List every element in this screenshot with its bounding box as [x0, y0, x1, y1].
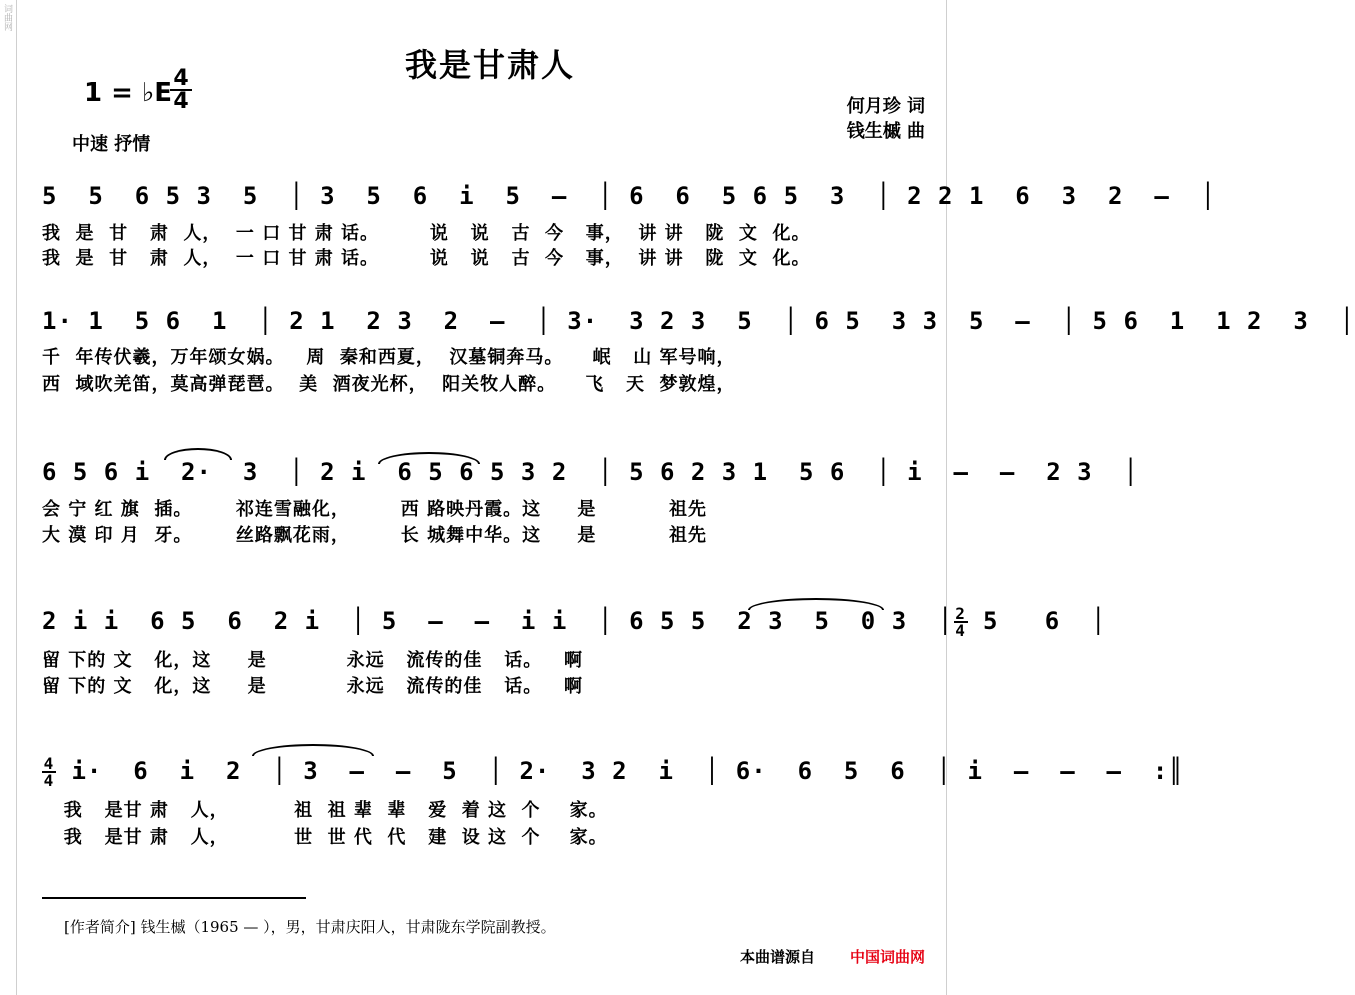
inline-time-bottom: 4	[43, 771, 55, 790]
inline-time-bottom: 4	[955, 621, 966, 640]
time-signature-top: 4	[173, 66, 189, 91]
source-label: 本曲谱源自	[740, 948, 816, 966]
inline-time-top: 4	[43, 754, 55, 773]
edge-divider-right	[946, 0, 947, 995]
notation-line-5-main: i· 6 i 2 │ 3 – – 5 │ 2· 3 2 i │ 6· 6 5 6 │ i – – – :║	[56, 757, 1184, 785]
notation-line-4	[42, 601, 1107, 641]
notation-line-2: 1· 1 5 6 1 │ 2 1 2 3 2 – │ 3· 3 2 3 5 │ 6 5 3 3 5 – │ 5 6 1 1 2 3 │	[42, 307, 1355, 335]
footnote-rule	[42, 897, 306, 899]
watermark-edge-right	[956, 0, 972, 995]
notation-line-1: 5 5 6 5 3 5 │ 3 5 6 i 5 – │ 6 6 5 6 5 3 │ 2 2 1 6 3 2 – │	[42, 182, 1217, 210]
lyric-line-3-verse-2: 大 漠 印 月 牙。 丝路飘花雨， 长 城舞中华。这 是 祖先	[42, 525, 708, 546]
song-title: 我是甘肃人	[404, 46, 575, 84]
lyric-line-1-verse-2: 我 是 甘 肃 人， 一 口 甘 肃 话。 说 说 古 今 事， 讲 讲 陇 文 化。	[42, 248, 811, 269]
lyric-line-3-verse-1: 会 宁 红 旗 插。 祁连雪融化， 西 路映丹霞。这 是 祖先	[42, 499, 708, 520]
lyric-line-4-verse-1: 留 下的 文 化，这 是 永远 流传的佳 话。 啊	[42, 650, 583, 671]
time-signature-bottom: 4	[173, 89, 189, 114]
lyric-line-1-verse-1: 我 是 甘 肃 人， 一 口 甘 肃 话。 说 说 古 今 事， 讲 讲 陇 文 化。	[42, 223, 811, 244]
composer-credit: 钱生槭 曲	[846, 121, 925, 142]
lyric-line-5-verse-1: 我 是甘 肃 人， 祖 祖 辈 辈 爱 着 这 个 家。	[42, 800, 608, 821]
lyric-line-2-verse-2: 西 域吹羌笛，莫高弹琵琶。 美 酒夜光杯， 阳关牧人醉。 飞 天 梦敦煌，	[42, 374, 736, 395]
lyricist-credit: 何月珍 词	[846, 96, 925, 117]
inline-time-top: 2	[955, 604, 966, 623]
watermark-text: 词曲网	[2, 4, 12, 31]
brand-link[interactable]: 中国词曲网	[850, 948, 926, 966]
notation-line-4-main: 2 i i 6 5 6 2 i │ 5 – – i i │ 6 5 5 2 3 5 0 3 │	[42, 607, 954, 635]
notation-line-3: 6 5 6 i 2· 3 │ 2 i 6 5 6 5 3 2 │ 5 6 2 3 1 5 6 │ i – – 2 3 │	[42, 458, 1139, 486]
inline-time-signature	[42, 756, 56, 788]
edge-divider-left	[16, 0, 17, 995]
watermark-edge-left	[0, 0, 16, 995]
author-bio: [作者简介] 钱生槭（1965 — ），男，甘肃庆阳人，甘肃陇东学院副教授。	[64, 918, 556, 936]
key-signature: 1 = ♭E	[84, 78, 173, 108]
inline-time-signature	[954, 606, 968, 638]
time-signature	[170, 68, 192, 112]
notation-line-5	[42, 751, 1184, 791]
lyric-line-2-verse-1: 千 年传伏羲，万年颂女娲。 周 秦和西夏， 汉墓铜奔马。 岷 山 军号响，	[42, 347, 736, 368]
lyric-line-5-verse-2: 我 是甘 肃 人， 世 世 代 代 建 设 这 个 家。	[42, 827, 608, 848]
lyric-line-4-verse-2: 留 下的 文 化，这 是 永远 流传的佳 话。 啊	[42, 676, 583, 697]
notation-line-4-tail: 5 6 │	[967, 607, 1107, 635]
credits	[780, 94, 925, 144]
tempo-marking: 中速 抒情	[72, 134, 151, 155]
